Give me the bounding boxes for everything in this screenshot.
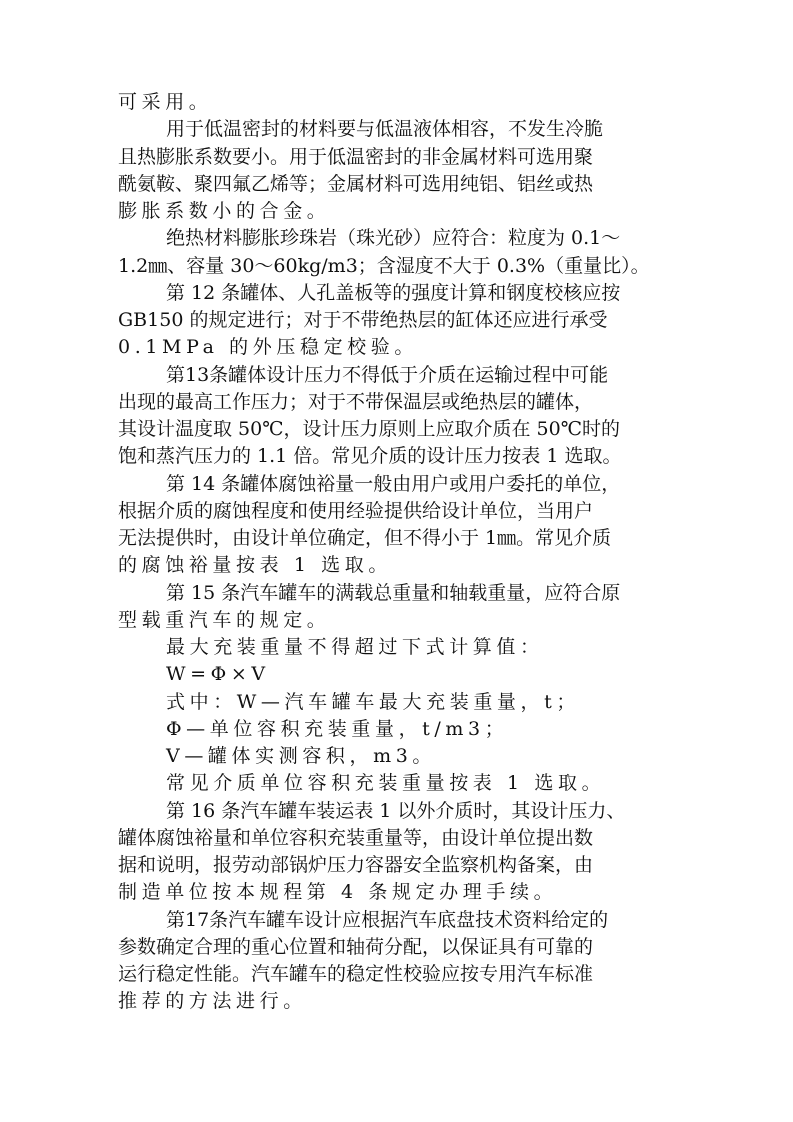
- text-line: 第 16 条汽车罐车装运表 1 以外介质时，其设计压力、: [166, 799, 626, 822]
- text-line: 可采用。: [118, 91, 213, 113]
- text-line: W=Φ×V: [166, 663, 270, 686]
- text-line: Φ—单位容积充装重量，t/m3；: [166, 717, 509, 740]
- document-body: [118, 89, 650, 1016]
- text-line: 制造单位按本规程第 4 条规定办理手续。: [118, 881, 558, 904]
- text-line: 据和说明，报劳动部锅炉压力容器安全监察机构备案，由: [118, 854, 594, 876]
- text-line: 0.1MPa 的外压稳定校验。: [118, 336, 418, 359]
- text-line: 运行稳定性能。汽车罐车的稳定性校验应按专用汽车标准: [118, 963, 594, 985]
- text-line: 1.2㎜、容量 30～60kg/m3；含湿度不大于 0.3%（重量比）。: [118, 254, 650, 277]
- text-line: 且热膨胀系数要小。用于低温密封的非金属材料可选用聚: [118, 145, 594, 168]
- text-line: 用于低温密封的材料要与低温液体相容，不发生冷脆: [166, 118, 604, 141]
- text-line: GB150 的规定进行；对于不带绝热层的缸体还应进行承受: [118, 309, 608, 331]
- text-line: 第13条罐体设计压力不得低于介质在运输过程中可能: [166, 363, 609, 386]
- text-line: 其设计温度取 50℃，设计压力原则上应取介质在 50℃时的: [118, 418, 620, 440]
- text-line: 膨胀系数小的合金。: [118, 200, 331, 222]
- text-line: V—罐体实测容积，m3。: [166, 745, 437, 767]
- text-line: 出现的最高工作压力；对于不带保温层或绝热层的罐体，: [118, 390, 594, 413]
- text-line: 常见介质单位容积充装重量按表 1 选取。: [166, 772, 606, 795]
- text-line: 参数确定合理的重心位置和轴荷分配，以保证具有可靠的: [118, 935, 594, 958]
- text-line: 第 14 条罐体腐蚀裕量一般由用户或用户委托的单位，: [166, 472, 621, 495]
- text-line: 的腐蚀裕量按表 1 选取。: [118, 554, 392, 577]
- text-line: 绝热材料膨胀珍珠岩（珠光砂）应符合：粒度为 0.1～: [166, 227, 621, 250]
- text-line: 第17条汽车罐车设计应根据汽车底盘技术资料给定的: [166, 908, 609, 931]
- text-line: 第 12 条罐体、人孔盖板等的强度计算和钢度校核应按: [166, 281, 621, 304]
- text-line: 第 15 条汽车罐车的满载总重量和轴载重量，应符合原: [166, 581, 621, 604]
- text-line: 最大充装重量不得超过下式计算值：: [166, 636, 544, 658]
- text-line: 型载重汽车的规定。: [118, 608, 331, 631]
- text-line: 罐体腐蚀裕量和单位容积充装重量等，由设计单位提出数: [118, 826, 594, 849]
- text-line: 式中：W—汽车罐车最大充装重量，t；: [166, 690, 580, 713]
- text-line: 无法提供时，由设计单位确定，但不得小于 1㎜。常见介质: [118, 527, 612, 549]
- text-line: 酰氨鞍、聚四氟乙烯等；金属材料可选用纯铝、铝丝或热: [118, 172, 594, 195]
- text-line: 推荐的方法进行。: [118, 990, 307, 1013]
- text-line: 饱和蒸汽压力的 1.1 倍。常见介质的设计压力按表 1 选取。: [118, 445, 622, 468]
- text-line: 根据介质的腐蚀程度和使用经验提供给设计单位，当用户: [118, 499, 594, 522]
